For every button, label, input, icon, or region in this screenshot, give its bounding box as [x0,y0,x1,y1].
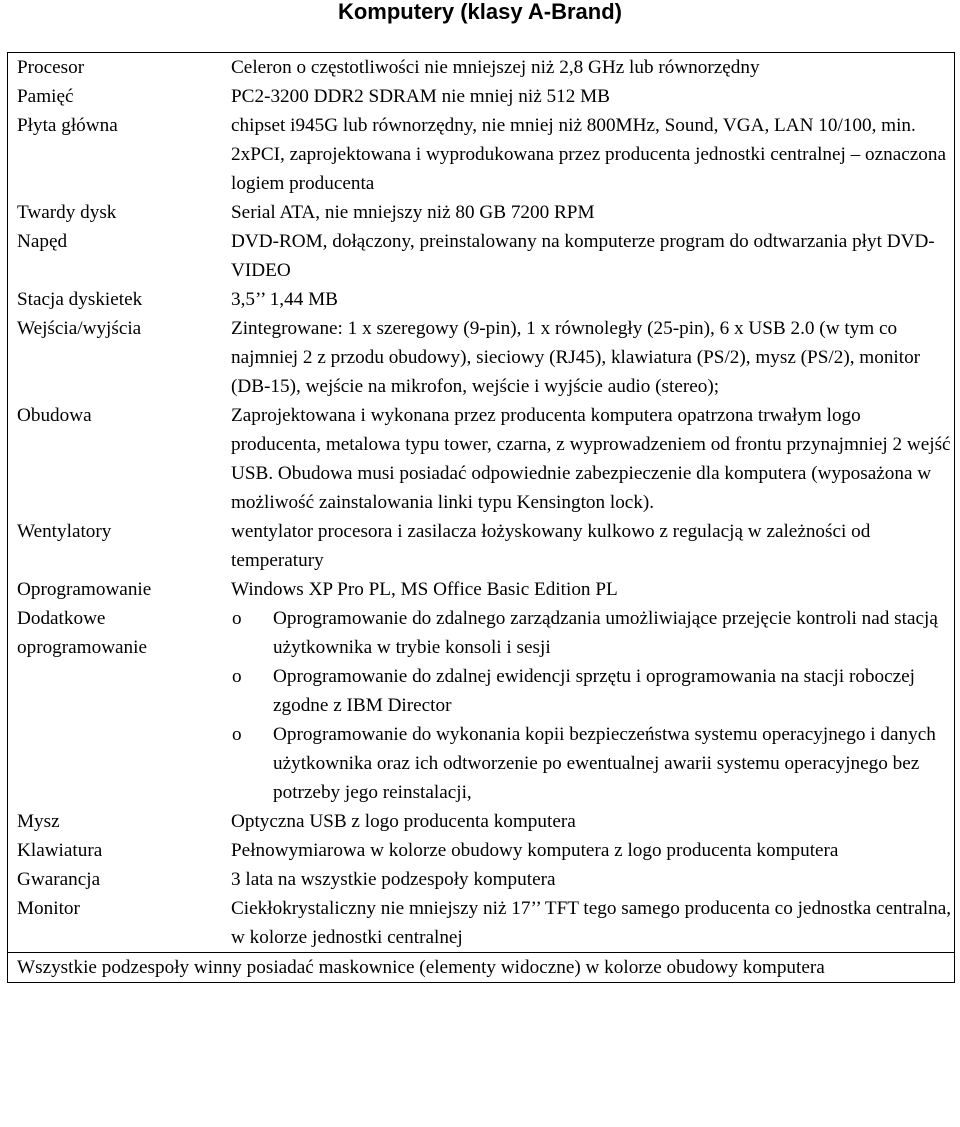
list-item [231,604,954,662]
spec-value: PC2-3200 DDR2 SDRAM nie mniej niż 512 MB [231,86,610,107]
spec-value: Pełnowymiarowa w kolorze obudowy komputera z logo producenta komputera [231,840,839,861]
spec-value [223,604,954,807]
spec-row-obudowa [8,401,954,517]
spec-label: Gwarancja [17,869,101,890]
spec-value: wentylator procesora i zasilacza łożyskowany kulkowo z regulacją w zależności od temperatury [231,521,871,571]
list-item-text: Oprogramowanie do zdalnej ewidencji sprzętu i oprogramowania na stacji roboczej zgodne z IBM Director [273,666,916,716]
spec-row-monitor [8,894,954,952]
spec-value: Windows XP Pro PL, MS Office Basic Edition PL [231,579,618,600]
spec-row-dysk [8,198,954,227]
spec-label: Pamięć [17,86,74,107]
spec-label: Klawiatura [17,840,103,861]
spec-value: DVD-ROM, dołączony, preinstalowany na komputerze program do odtwarzania płyt DVD-VIDEO [231,231,935,281]
spec-label: Mysz [17,811,60,832]
spec-value: 3 lata na wszystkie podzespoły komputera [231,869,556,890]
spec-row-stacja [8,285,954,314]
spec-row-pamiec [8,82,954,111]
spec-row-procesor [8,53,954,82]
spec-label: Procesor [17,57,85,78]
spec-value: Zintegrowane: 1 x szeregowy (9-pin), 1 x równoległy (25-pin), 6 x USB 2.0 (w tym co najmniej 2 z przodu obudowy), sieciowy (RJ45), klawiatura (PS/2), mysz (PS/2), monitor (DB-15), wejście na mikrofon, wejście i wyjście audio (stereo); [231,318,921,397]
software-list [231,604,954,807]
spec-value: Optyczna USB z logo producenta komputera [231,811,576,832]
spec-label: Monitor [17,898,80,919]
spec-label: Płyta główna [17,115,118,136]
spec-label: Twardy dysk [17,202,117,223]
bullet-icon: o [232,666,242,687]
spec-row-naped [8,227,954,285]
list-item-text: Oprogramowanie do wykonania kopii bezpieczeństwa systemu operacyjnego i danych użytkownika oraz ich odtworzenie po ewentualnej awarii systemu operacyjnego bez potrzeby jego reinstalacji, [273,724,936,803]
spec-value: Celeron o częstotliwości nie mniejszej niż 2,8 GHz lub równorzędny [231,57,760,78]
spec-row-gwarancja [8,865,954,894]
spec-value: Serial ATA, nie mniejszy niż 80 GB 7200 RPM [231,202,595,223]
list-item [231,662,954,720]
spec-label: Stacja dyskietek [17,289,143,310]
spec-table [7,52,955,983]
bullet-icon: o [232,608,242,629]
spec-label: Wentylatory [17,521,112,542]
spec-row-wentylatory [8,517,954,575]
spec-value: chipset i945G lub równorzędny, nie mniej niż 800MHz, Sound, VGA, LAN 10/100, min. 2xPCI, zaprojektowana i wyprodukowana przez producenta jednostki centralnej – oznaczona logiem producenta [231,115,946,194]
page-title: Komputery (klasy A-Brand) [337,0,622,24]
spec-row-klawiatura [8,836,954,865]
bullet-icon: o [232,724,242,745]
spec-label: Oprogramowanie [17,579,152,600]
list-item-text: Oprogramowanie do zdalnego zarządzania umożliwiające przejęcie kontroli nad stacją użytkownika w trybie konsoli i sesji [273,608,938,658]
spec-row-mysz [8,807,954,836]
spec-label: Napęd [17,231,68,252]
spec-row-oprogramowanie [8,575,954,604]
footer-note: Wszystkie podzespoły winny posiadać maskownice (elementy widoczne) w kolorze obudowy komputera [8,952,954,982]
spec-label: Obudowa [17,405,92,426]
list-item [231,720,954,807]
spec-row-wejscia [8,314,954,401]
spec-value: 3,5’’ 1,44 MB [231,289,338,310]
spec-row-plyta [8,111,954,198]
spec-label: Wejścia/wyjścia [17,318,142,339]
spec-value: Ciekłokrystaliczny nie mniejszy niż 17’’ TFT tego samego producenta co jednostka centralna, w kolorze jednostki centralnej [231,898,952,948]
spec-value: Zaprojektowana i wykonana przez producenta komputera opatrzona trwałym logo producenta, metalowa typu tower, czarna, z wyprowadzeniem od frontu przynajmniej 2 wejść USB. Obudowa musi posiadać odpowiednie zabezpieczenie dla komputera (wyposażona w możliwość zainstalowania linki typu Kensington lock). [231,405,951,513]
spec-label: Dodatkowe oprogramowanie [17,608,148,658]
spec-row-dodatkowe [8,604,954,807]
